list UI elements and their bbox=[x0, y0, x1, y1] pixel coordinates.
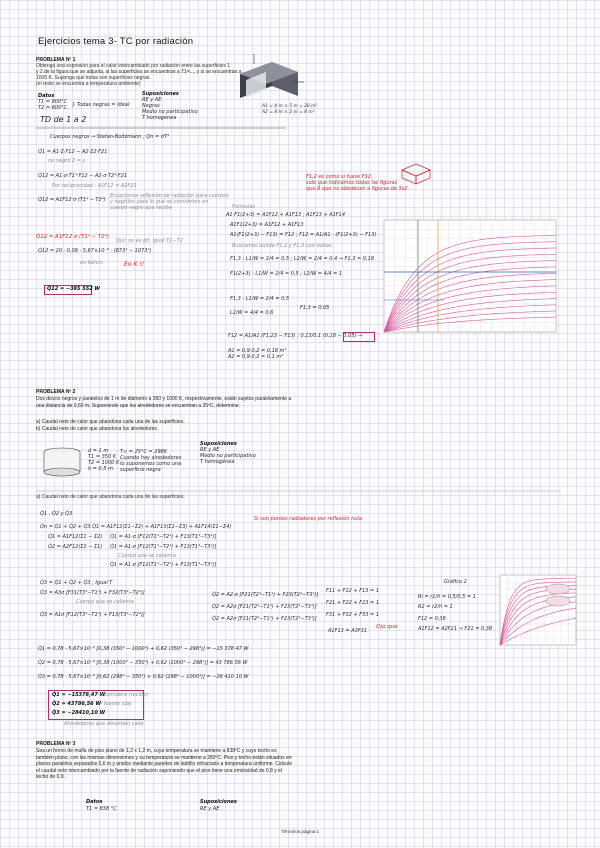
p2-data-1: d = 1 m bbox=[88, 448, 109, 454]
problem-1-line-2: y 2 de la figura que se adjunta, si las superficies se encuentran a T1=..., y si se encuentran a bbox=[36, 69, 242, 75]
td-label: TD de 1 a 2 bbox=[40, 115, 87, 124]
datos-heading: Datos bbox=[38, 93, 55, 99]
p2-work-7: Cuerpo que se calienta bbox=[118, 553, 176, 559]
p2-vf-check: Ojo que bbox=[376, 624, 398, 630]
work-line-5: Q̇12 = A1F12 σ (T1⁴ − T2⁴) bbox=[38, 197, 106, 203]
p2-work-5: Q̇2 = A2F12(Σ2 − Σ1) bbox=[48, 544, 103, 550]
p2-data-3: T2 = 1000 K bbox=[88, 460, 120, 466]
p2-work-3: Q̇1 = A1F12(Σ1 − Σ2) bbox=[48, 534, 103, 540]
problem-1-line-3: 1000 K. Suponga que todas son superficies negras. bbox=[36, 75, 151, 81]
problem-2-text: Dos discos negros y paralelos de 1 m de diámetro a 350 y 1000 K, respectivamente, están sujetos paralelamente a una distancia de 0,50 m. Suponiendo que los alrededores se encuentran a 25ºC, determine: bbox=[36, 396, 292, 409]
sb-law-note: Cuerpos negros → Stefan-Boltzmann ; Qn = σT⁴ bbox=[50, 134, 170, 140]
problem-1-line-4: (el resto se encuentra a temperatura ambiente) bbox=[36, 81, 141, 87]
problem-3-text: Sea un horno de mufla de piso plano de 1,2 x 1,2 m, cuya temperatura se mantiene a 838ºC y cuyo techo es también plano, con las mismas dimensiones y su temperatura se mantiene a 282ºC. Piso y techo están situados en planos paralelos separados 0,6 m y unidos mediante paredes de ladrillo refractario a temperatura uniforme. Calcule el caudal neto intercambiado por la fuente de radiación suponiendo que el piso tiene una emisividad de 0,8 y el techo de 0,9. bbox=[36, 748, 292, 781]
red-note-2: solo que indicamos todas las figuras bbox=[306, 180, 398, 186]
suposicion-1: RE y AE bbox=[142, 97, 162, 103]
p2-data-4: h = 0,5 m bbox=[88, 466, 113, 472]
p2-work-10: Q̇3 = A3σ [F31(T3⁴−T1⁴) + F32(T3⁴−T2⁴)] bbox=[40, 590, 145, 596]
result-value: Q̇12 = −385 552 W bbox=[47, 286, 100, 292]
p2-vf-0: F11 + F12 + F13 = 1 bbox=[326, 588, 380, 594]
vf-line-11: A1 = 0,9·0,2 = 0,18 m² bbox=[228, 348, 287, 354]
vf-line-1: A1·F1(2+3) = A1F12 + A1F13 ; A1F13 + A1F14 bbox=[226, 212, 346, 218]
vf-line-5: F1,3 : L1/W = 2/4 = 0,5 ; L2/W = 2/4 = 0,4 → F1,3 = 0,18 bbox=[230, 256, 374, 262]
work-line-2: no negro Σ = ε bbox=[48, 158, 86, 164]
p2-work-13: Q̇2 = A2·σ [F21(T2⁴−T1⁴) + F23(T2⁴−T3⁴)] bbox=[212, 592, 319, 598]
divider-2 bbox=[36, 490, 561, 493]
part-a-heading: a) Caudal neto de calor que abandona cada una de las superficies. bbox=[36, 494, 185, 500]
p2-tinf: T∞ = 25°C = 298K bbox=[120, 449, 168, 455]
problem-1-heading: PROBLEMA Nº 1 bbox=[36, 57, 76, 63]
p2-r-3: F12 = 0,38 bbox=[418, 616, 446, 622]
p2-suposicion-1: RE y AE bbox=[200, 447, 220, 453]
datos-t1: T1 = 800°C bbox=[38, 99, 68, 105]
p2-work-0: Q̇1 , Q̇2 y Q̇3 bbox=[40, 511, 73, 517]
p2-work-6: Q̇1 = A1·σ [F12(T1⁴−T2⁴) + F13(T1⁴−T3⁴)] bbox=[110, 544, 217, 550]
p2-work-9: Q̇3 = Q̇1 + Q̇2 + Q̇3 ; Igual T bbox=[40, 580, 113, 586]
work-note-reflection: Ecuaciones reflexión de radiación para cuerpos bbox=[110, 193, 229, 199]
p2-result-note-3: Alrededores que absorben calor bbox=[64, 721, 145, 727]
p2-num-3: Q̇3 = 0,78 · 5,67×10⁻⁸ [0,62 (298⁴ − 350⁴) + 0,62 (298⁴ − 1000⁴)] = −28 410 10 W bbox=[38, 674, 249, 680]
p3-datos-heading: Datos bbox=[86, 799, 103, 805]
p2-vf-2: F31 + F32 + F33 = 1 bbox=[326, 612, 380, 618]
suposicion-2: Negras bbox=[142, 103, 160, 109]
work-note-reflection-2: y negritos para lo que se convierten en bbox=[110, 199, 209, 205]
task-b: b) Caudal neto de calor que abandona los alrededores. bbox=[36, 425, 159, 432]
p2-work-14: Q̇2 = A2σ [F21(T2⁴−T1⁴) + F23(T2⁴−T3⁴)] bbox=[212, 604, 317, 610]
vf-line-9: F1,3 = 0,05 bbox=[300, 305, 330, 311]
vf-line-7: F1,3 : L1/W = 2/4 = 0,5 bbox=[230, 296, 290, 302]
suposiciones-heading: Suposiciones bbox=[142, 91, 179, 97]
vf-line-3: A1(F1(2+3) − F13) = F12 ; F12 = A1/A1 · (F1(2+3) − F13) bbox=[230, 232, 377, 238]
p2-note-1: Cuando hay alrededores bbox=[120, 455, 182, 461]
p3-suposicion-1: RE y AE bbox=[200, 806, 220, 812]
suposicion-4: T homogénea bbox=[142, 115, 177, 121]
vf-note-0: Fórmulas bbox=[232, 204, 256, 210]
page-footer: Términos página 1 bbox=[280, 829, 320, 834]
vf-line-10: F12 = A1/A1 (F1,23 − F13) ; 0,13/0,1 (0,18 − 0,05) → bbox=[228, 333, 363, 339]
p2-num-1: Q̇1 = 0,78 · 5,67×10⁻⁸ [0,38 (350⁴ − 1000⁴) + 0,62 (350⁴ − 298⁴)] = −15 378 47 W bbox=[38, 646, 249, 652]
p2-work-8: Q̇1 = A1·σ [F12(T1⁴−T2⁴) + F13(T1⁴−T3⁴)] bbox=[110, 562, 217, 568]
p2-work-12: Q̇3 = A1σ [F12(T3⁴−T1⁴) + F13(T3⁴−T2⁴)] bbox=[40, 612, 145, 618]
work-note-reflection-3: cuerpo negro que recibe bbox=[110, 205, 172, 211]
suposicion-3: Medio no participativo bbox=[142, 109, 198, 115]
problem-1-line-1: Obtenga una expresión para el calor intercambiado por radiación entre las superficies 1 bbox=[36, 63, 231, 69]
vf-line-6: F1(2+3) : L1/W = 2/4 = 0,5 ; L2/W = 4/4 = 1 bbox=[230, 271, 343, 277]
p2-result-note-1: → sumidero (recibe) bbox=[98, 692, 149, 698]
p2-r-1: Ri = r1/h = 0,5/0,5 = 1 bbox=[418, 594, 476, 600]
work-line-4: Por reciprocidad : A1F12 = A2F21 bbox=[52, 183, 137, 189]
view-factor-chart-1 bbox=[364, 210, 562, 344]
datos-note: } Todas negras = Ideal bbox=[72, 102, 130, 108]
work-line-3: Q̇12 = A1·σ·T1⁴·F12 − A2·σ·T2⁴·F21 bbox=[38, 173, 128, 179]
vf-line-8: L2/W = 4/4 = 0,6 bbox=[230, 310, 274, 316]
work-note-ojo: Ojo! no es dif. igual T1−T2 bbox=[116, 238, 183, 244]
problem-2-heading: PROBLEMA Nº 2 bbox=[36, 389, 76, 395]
red-note-1: F1,2 es como si fuese F12, bbox=[306, 174, 373, 180]
p2-result-3: Q̇3 = −28410,10 W bbox=[52, 710, 106, 716]
figure-caption-2: A2 = 4 m × 2 m = 8 m² bbox=[262, 110, 315, 115]
p2-result-1: Q̇1 = −15378,47 W bbox=[52, 692, 106, 698]
problem-3-heading: PROBLEMA Nº 3 bbox=[36, 741, 76, 747]
p2-note-3: superficie negra bbox=[120, 467, 161, 473]
p2-data-2: T1 = 350 K bbox=[88, 454, 117, 460]
p2-work-1: Q̇n = Q̇1 + Q̇2 + Q̇3 Q̇1 = A1F12(Σ1−Σ2) + A1F13(Σ1−Σ3) + A1F14(Σ1−Σ4) bbox=[40, 524, 232, 530]
figure-caption: A1 = 4 m × 5 m = 20 m² bbox=[262, 104, 318, 109]
work-note-kelvin: en Kelvin bbox=[80, 260, 103, 266]
p2-red-note: Si son puntos radiadores por reflexión nula bbox=[254, 516, 362, 522]
p2-note-2: lo suponemos como una bbox=[120, 461, 182, 467]
page-title: Ejercicios tema 3- TC por radiación bbox=[38, 36, 194, 47]
vf-line-12: A2 = 0,9·0,2 = 0,1 m² bbox=[228, 354, 284, 360]
red-note-3: que Ŕ que no obedecen a figuras de 3x2 bbox=[306, 186, 408, 192]
work-line-1: Q̇1 = A1·Σ·F12 − A2·Σ2·F21 bbox=[38, 149, 108, 155]
datos-t2: T2 = 600°C bbox=[38, 105, 68, 111]
work-line-6: Q̇12 = 20 · 0,09 · 5,67×10⁻⁸ · (873⁴ − 1073⁴) bbox=[38, 248, 152, 254]
vf-line-4: Buscamos donde F1,2 y F1,3 con tablas bbox=[232, 243, 332, 249]
red-cube-sketch bbox=[398, 160, 434, 186]
p2-work-4: Q̇1 = A1·σ [F12(T1⁴−T2⁴) + F13(T1⁴−T3⁴)] bbox=[110, 534, 217, 540]
work-line-result-formula: Q̇12 = A1F12 σ (T1⁴ − T2⁴) bbox=[36, 234, 109, 240]
p2-result-note-2: → fuente (da) bbox=[98, 701, 132, 707]
p2-suposiciones-heading: Suposiciones bbox=[200, 441, 237, 447]
p2-suposicion-3: T homogénea bbox=[200, 459, 235, 465]
p2-vf-3: A1F13 = A3F31 bbox=[328, 628, 368, 634]
problem-2-tasks bbox=[36, 419, 185, 432]
surfaces-3d-diagram bbox=[232, 52, 312, 100]
vf-line-2: A1F1(2+3) = A1F12 + A1F13 bbox=[230, 222, 304, 228]
p2-result-2: Q̇2 = 43786,56 W bbox=[52, 701, 101, 707]
p3-datos-1: T1 = 838 °C bbox=[86, 806, 117, 812]
p2-vf-1: F21 + F22 + F23 = 1 bbox=[326, 600, 380, 606]
p2-num-2: Q̇2 = 0,78 · 5,67×10⁻⁸ [0,38 (1000⁴ − 350⁴) + 0,62 (1000⁴ − 298⁴)] = 43 786 56 W bbox=[38, 660, 248, 666]
divider bbox=[36, 126, 286, 130]
p2-r-4: A1F12 = A2F21 → F21 = 0,38 bbox=[418, 626, 493, 632]
view-factor-chart-2 bbox=[490, 571, 578, 649]
p2-work-15: Q̇2 = A2σ [F21(T2⁴−T1⁴) + F23(T2⁴−T3⁴)] bbox=[212, 616, 317, 622]
grafico-label: Gráfico 2 bbox=[444, 579, 467, 585]
task-a: a) Caudal neto de calor que abandona cada una de las superficies. bbox=[36, 419, 185, 425]
cylinder-discs-sketch bbox=[40, 447, 84, 477]
p2-r-2: R2 = r2/h = 1 bbox=[418, 604, 453, 610]
kelvin-warning: En K !! bbox=[124, 261, 145, 268]
p2-suposicion-2: Medio no participativo bbox=[200, 453, 256, 459]
p3-suposiciones-heading: Suposiciones bbox=[200, 799, 237, 805]
p2-work-11: Cuerpo que se calienta bbox=[76, 599, 134, 605]
